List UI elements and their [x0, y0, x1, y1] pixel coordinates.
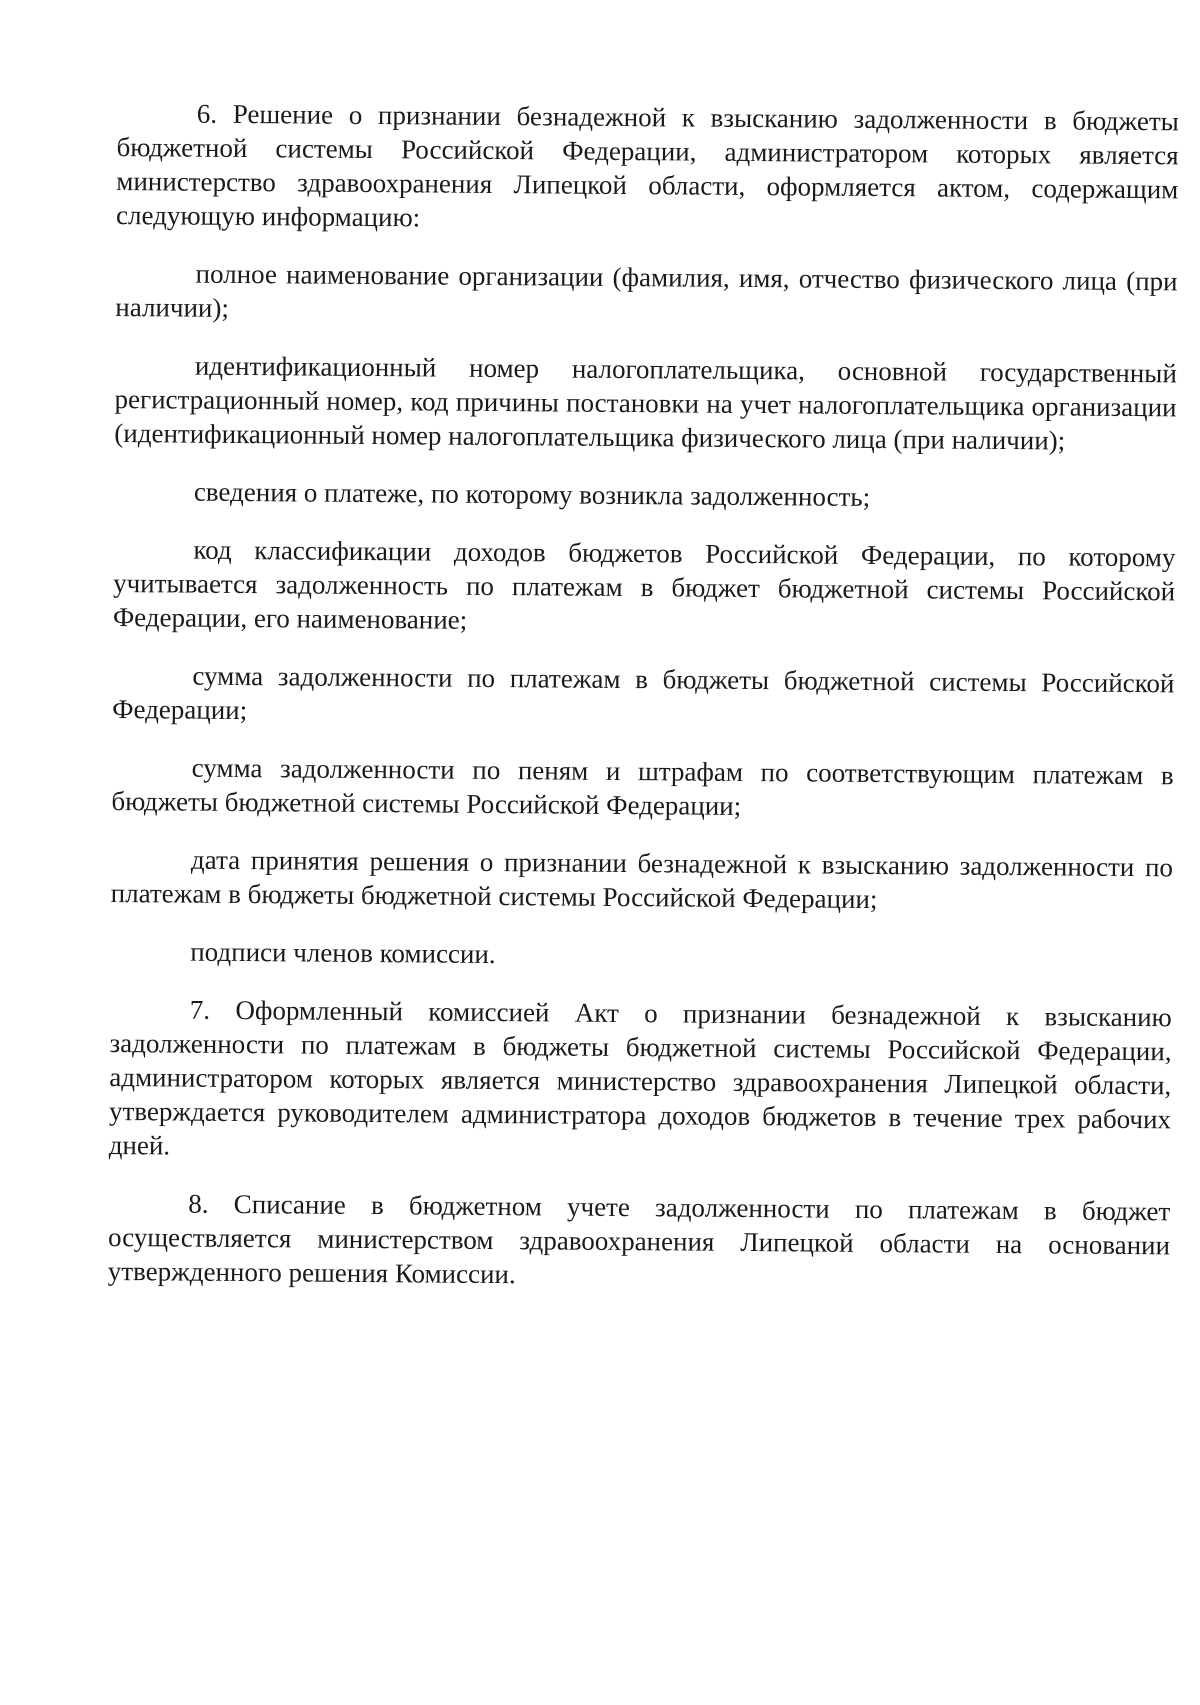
list-item-signatures: подписи членов комиссии. [190, 936, 496, 969]
list-item-full-name: полное наименование организации (фамилия, имя, отчество физического лица (при наличии); [115, 258, 1178, 323]
list-item-decision-date: дата принятия решения о признании безнадежной к взысканию задолженности по платежам в бюджеты бюджетной системы Российской Федерации; [110, 844, 1174, 914]
list-item-penalty-amount: сумма задолженности по пеням и штрафам по соответствующим платежам в бюджеты бюджетной системы Российской Федерации; [111, 752, 1174, 821]
list-item-debt-amount: сумма задолженности по платежам в бюджеты бюджетной системы Российской Федерации; [112, 660, 1175, 726]
document-body [107, 96, 1179, 1320]
paragraph-7: 7. Оформленный комиссией Акт о признании безнадежной к взысканию задолженности по платежам в бюджеты бюджетной системы Российской Федерации, администратором которых является министерство здравоохранения Липецкой области, утверждается руководителем администратора доходов бюджетов в течение трех рабочих дней. [108, 994, 1172, 1161]
list-item-classification-code: код классификации доходов бюджетов Российской Федерации, по которому учитывается задолженность по платежам в бюджет бюджетной системы Российской Федерации, его наименование; [112, 534, 1176, 635]
paragraph-8: 8. Списание в бюджетном учете задолженности по платежам в бюджет осуществляется министерством здравоохранения Липецкой области на основании утвержденного решения Комиссии. [107, 1188, 1171, 1290]
list-item-taxpayer-id: идентификационный номер налогоплательщика, основной государственный регистрационный номер, код причины постановки на учет налогоплательщика организации (идентификационный номер налогоплательщика физического лица (при наличии); [114, 350, 1177, 456]
paragraph-6: 6. Решение о признании безнадежной к взысканию задолженности в бюджеты бюджетной системы Российской Федерации, администратором которых является министерство здравоохранения Липецкой области, оформляется актом, содержащим следующую информацию: [115, 98, 1179, 233]
list-item-payment-info: сведения о платеже, по которому возникла задолженность; [193, 476, 871, 512]
